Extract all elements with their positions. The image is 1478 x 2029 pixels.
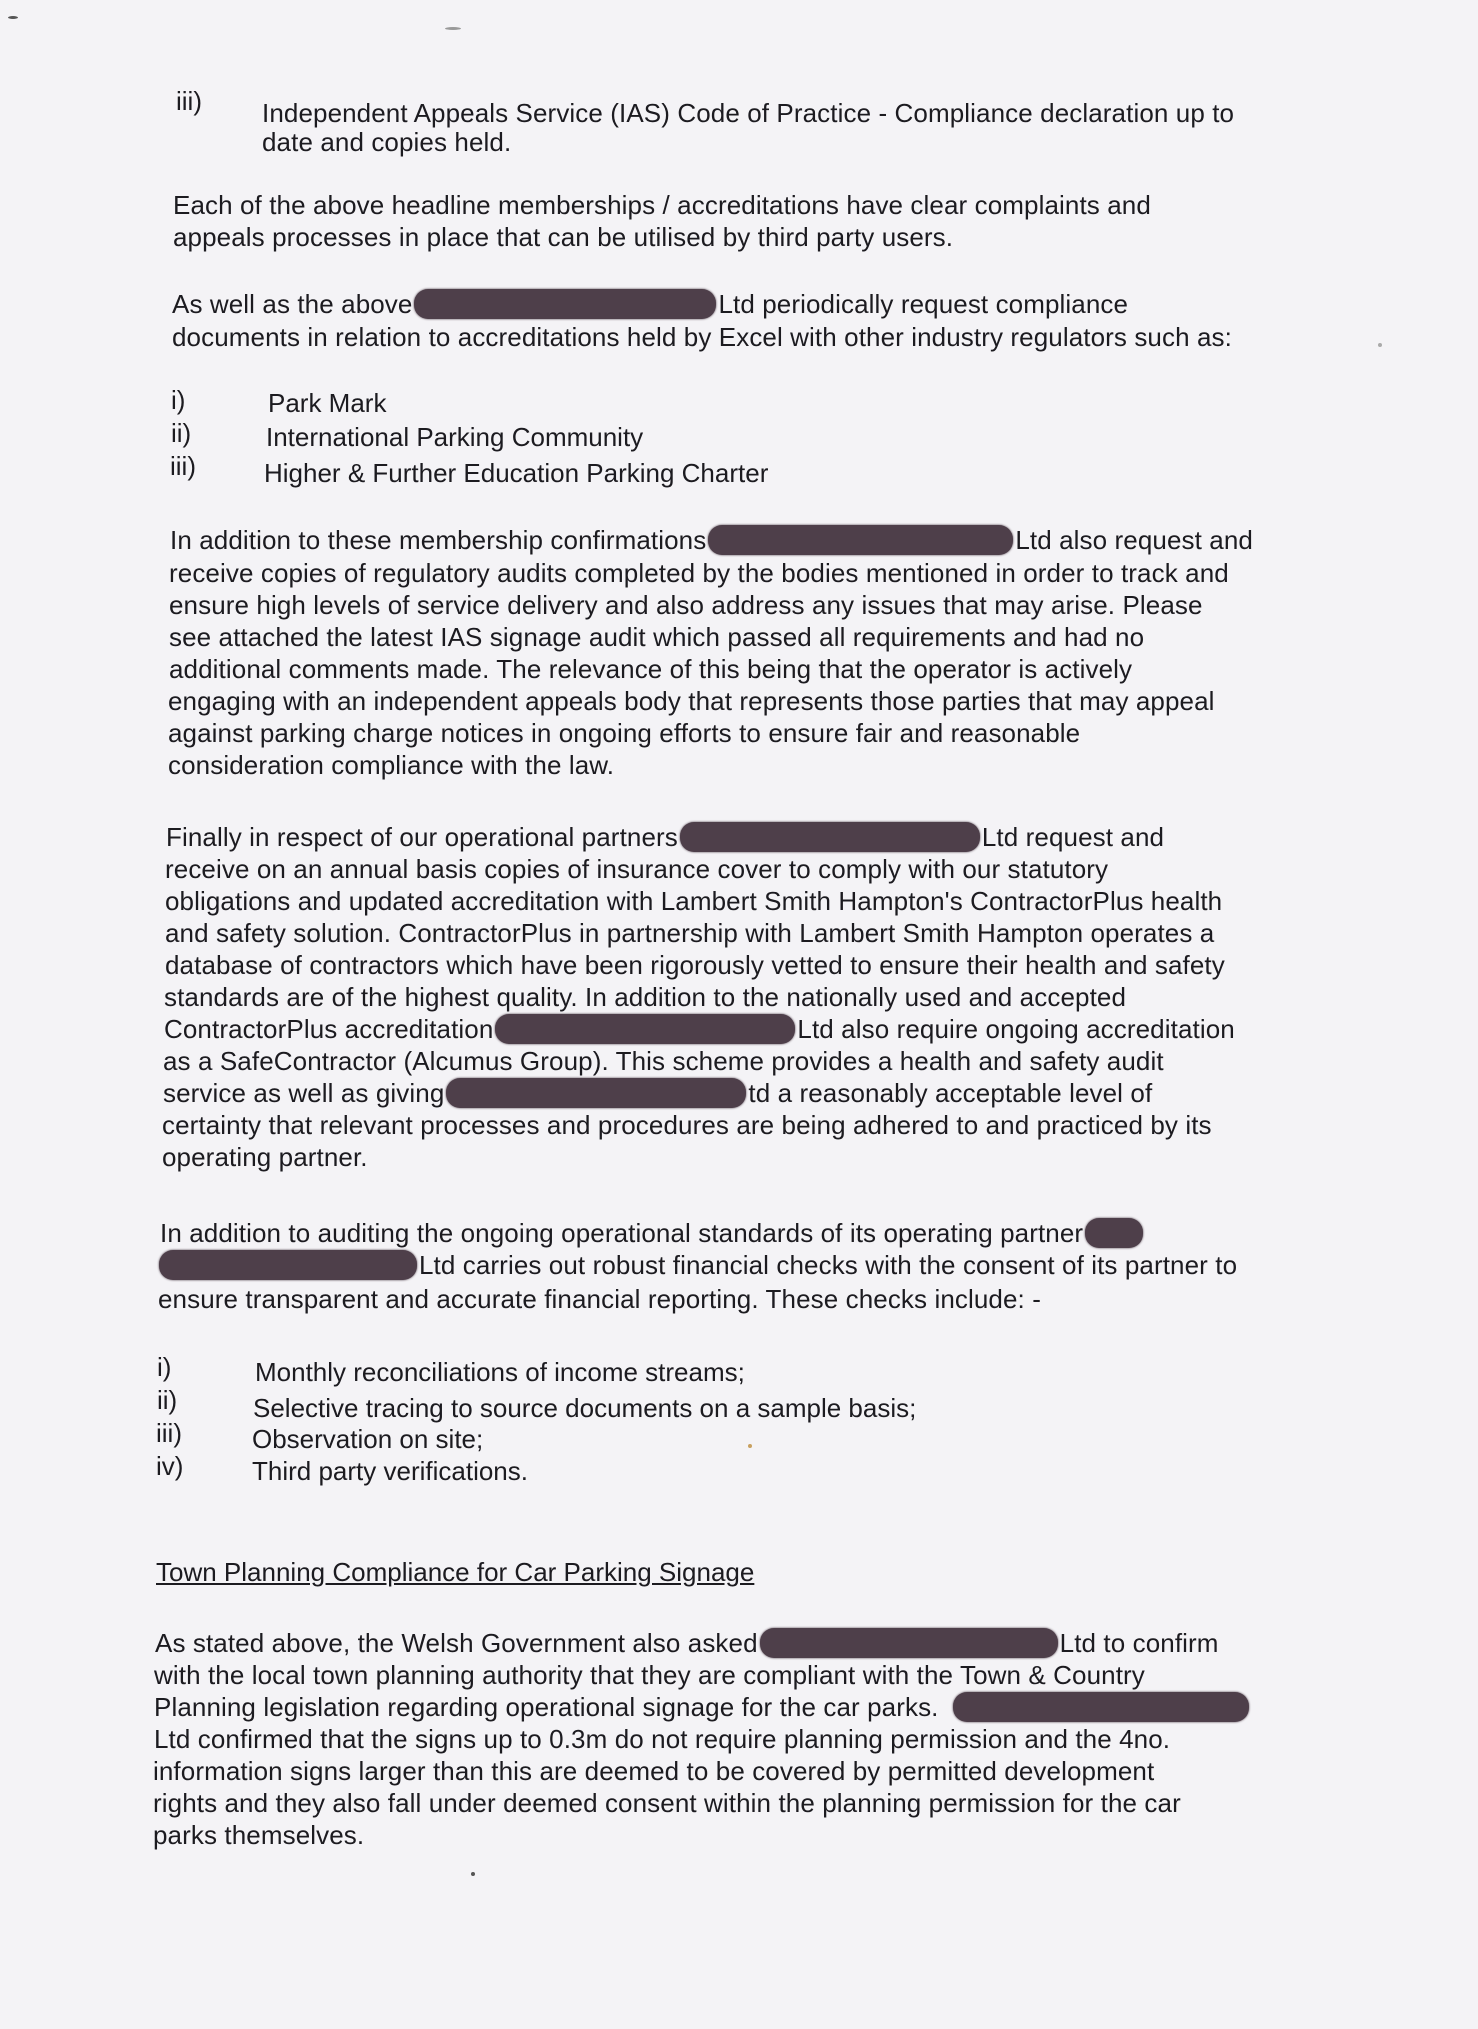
- text-line: receive copies of regulatory audits completed by the bodies mentioned in order to track and: [169, 558, 1229, 588]
- text-fragment: Ltd periodically request compliance: [718, 289, 1129, 319]
- redaction-bar: [760, 1628, 1058, 1658]
- text-line: and safety solution. ContractorPlus in partnership with Lambert Smith Hampton operates a: [165, 918, 1215, 948]
- text-line: rights and they also fall under deemed consent within the planning permission for the car: [153, 1788, 1181, 1818]
- text-line: documents in relation to accreditations held by Excel with other industry regulators such as:: [172, 322, 1232, 352]
- text-line: [155, 1628, 1219, 1659]
- text-line: [160, 1218, 1145, 1249]
- text-line: engaging with an independent appeals body that represents those parties that may appeal: [168, 686, 1215, 716]
- text-line: Each of the above headline memberships / accreditations have clear complaints and: [173, 190, 1151, 220]
- text-line: [170, 525, 1253, 556]
- section-heading: Town Planning Compliance for Car Parking Signage: [156, 1557, 755, 1587]
- redaction-bar: [953, 1692, 1249, 1722]
- text-line: Independent Appeals Service (IAS) Code of Practice - Compliance declaration up to: [262, 98, 1235, 128]
- text-fragment: In addition to these membership confirmations: [170, 525, 707, 555]
- list-item: Third party verifications.: [252, 1456, 528, 1486]
- text-line: receive on an annual basis copies of insurance cover to comply with our statutory: [165, 854, 1109, 884]
- text-line: certainty that relevant processes and procedures are being adhered to and practiced by its: [162, 1110, 1212, 1140]
- text-line: [154, 1692, 1251, 1723]
- list-number: ii): [171, 418, 192, 448]
- text-fragment: Ltd also request and: [1015, 525, 1253, 555]
- text-line: obligations and updated accreditation with Lambert Smith Hampton's ContractorPlus health: [165, 886, 1223, 916]
- redaction-bar: [680, 822, 980, 852]
- redaction-bar: [446, 1078, 746, 1108]
- list-number: i): [157, 1352, 172, 1382]
- list-item: Monthly reconciliations of income streams;: [255, 1357, 745, 1387]
- text-line: [157, 1250, 1237, 1281]
- text-line: with the local town planning authority that they are compliant with the Town & Country: [154, 1660, 1145, 1690]
- list-item: Higher & Further Education Parking Charter: [264, 458, 769, 488]
- text-line: [164, 1014, 1235, 1045]
- text-fragment: Ltd request and: [981, 822, 1165, 852]
- text-fragment: Ltd to confirm: [1059, 1628, 1219, 1658]
- text-line: consideration compliance with the law.: [168, 750, 615, 780]
- text-line: operating partner.: [162, 1142, 368, 1172]
- list-item: Selective tracing to source documents on a sample basis;: [253, 1393, 917, 1423]
- text-fragment: As well as the above: [172, 289, 413, 319]
- redaction-bar: [708, 525, 1013, 555]
- text-fragment: ContractorPlus accreditation: [164, 1014, 494, 1044]
- scan-speck: [471, 1872, 475, 1876]
- text-fragment: Ltd carries out robust financial checks with the consent of its partner to: [419, 1250, 1238, 1280]
- text-fragment: Planning legislation regarding operational signage for the car parks.: [154, 1692, 939, 1722]
- text-fragment: As stated above, the Welsh Government also asked: [155, 1628, 758, 1658]
- text-line: ensure transparent and accurate financial reporting. These checks include: -: [158, 1284, 1041, 1314]
- text-line: [172, 289, 1128, 320]
- list-number: iii): [176, 86, 202, 116]
- text-line: as a SafeContractor (Alcumus Group). This scheme provides a health and safety audit: [163, 1046, 1164, 1076]
- list-item: International Parking Community: [266, 422, 644, 452]
- text-line: [166, 822, 1164, 853]
- text-fragment: In addition to auditing the ongoing operational standards of its operating partner: [160, 1218, 1084, 1248]
- text-fragment: Finally in respect of our operational partners: [166, 822, 678, 852]
- redaction-bar: [159, 1250, 417, 1280]
- text-line: against parking charge notices in ongoing efforts to ensure fair and reasonable: [168, 718, 1081, 748]
- scan-speck: [1378, 343, 1382, 347]
- list-number: iii): [156, 1418, 182, 1448]
- scan-speck: [8, 16, 18, 19]
- text-fragment: service as well as giving: [163, 1078, 445, 1108]
- list-number: ii): [157, 1385, 178, 1415]
- text-line: information signs larger than this are deemed to be covered by permitted development: [153, 1756, 1155, 1786]
- text-line: Ltd confirmed that the signs up to 0.3m do not require planning permission and the 4no.: [154, 1724, 1171, 1754]
- list-number: i): [171, 385, 186, 415]
- redaction-bar: [495, 1014, 795, 1044]
- text-line: additional comments made. The relevance of this being that the operator is actively: [169, 654, 1133, 684]
- scan-speck: [748, 1444, 752, 1448]
- list-item: Observation on site;: [252, 1424, 484, 1454]
- text-line: [163, 1078, 1152, 1109]
- text-line: see attached the latest IAS signage audit which passed all requirements and had no: [169, 622, 1145, 652]
- redaction-bar: [414, 289, 716, 319]
- text-fragment: td a reasonably acceptable level of: [748, 1078, 1153, 1108]
- text-line: appeals processes in place that can be utilised by third party users.: [173, 222, 954, 252]
- text-line: standards are of the highest quality. In addition to the nationally used and accepted: [164, 982, 1127, 1012]
- text-line: database of contractors which have been rigorously vetted to ensure their health and safety: [165, 950, 1225, 980]
- text-line: parks themselves.: [153, 1820, 365, 1850]
- list-item: Park Mark: [268, 388, 387, 418]
- text-line: ensure high levels of service delivery and also address any issues that may arise. Please: [169, 590, 1203, 620]
- redaction-bar: [1085, 1218, 1143, 1248]
- list-number: iv): [156, 1451, 184, 1481]
- list-number: iii): [170, 451, 196, 481]
- text-line: date and copies held.: [262, 127, 512, 157]
- text-fragment: Ltd also require ongoing accreditation: [797, 1014, 1235, 1044]
- scan-speck: [445, 27, 461, 30]
